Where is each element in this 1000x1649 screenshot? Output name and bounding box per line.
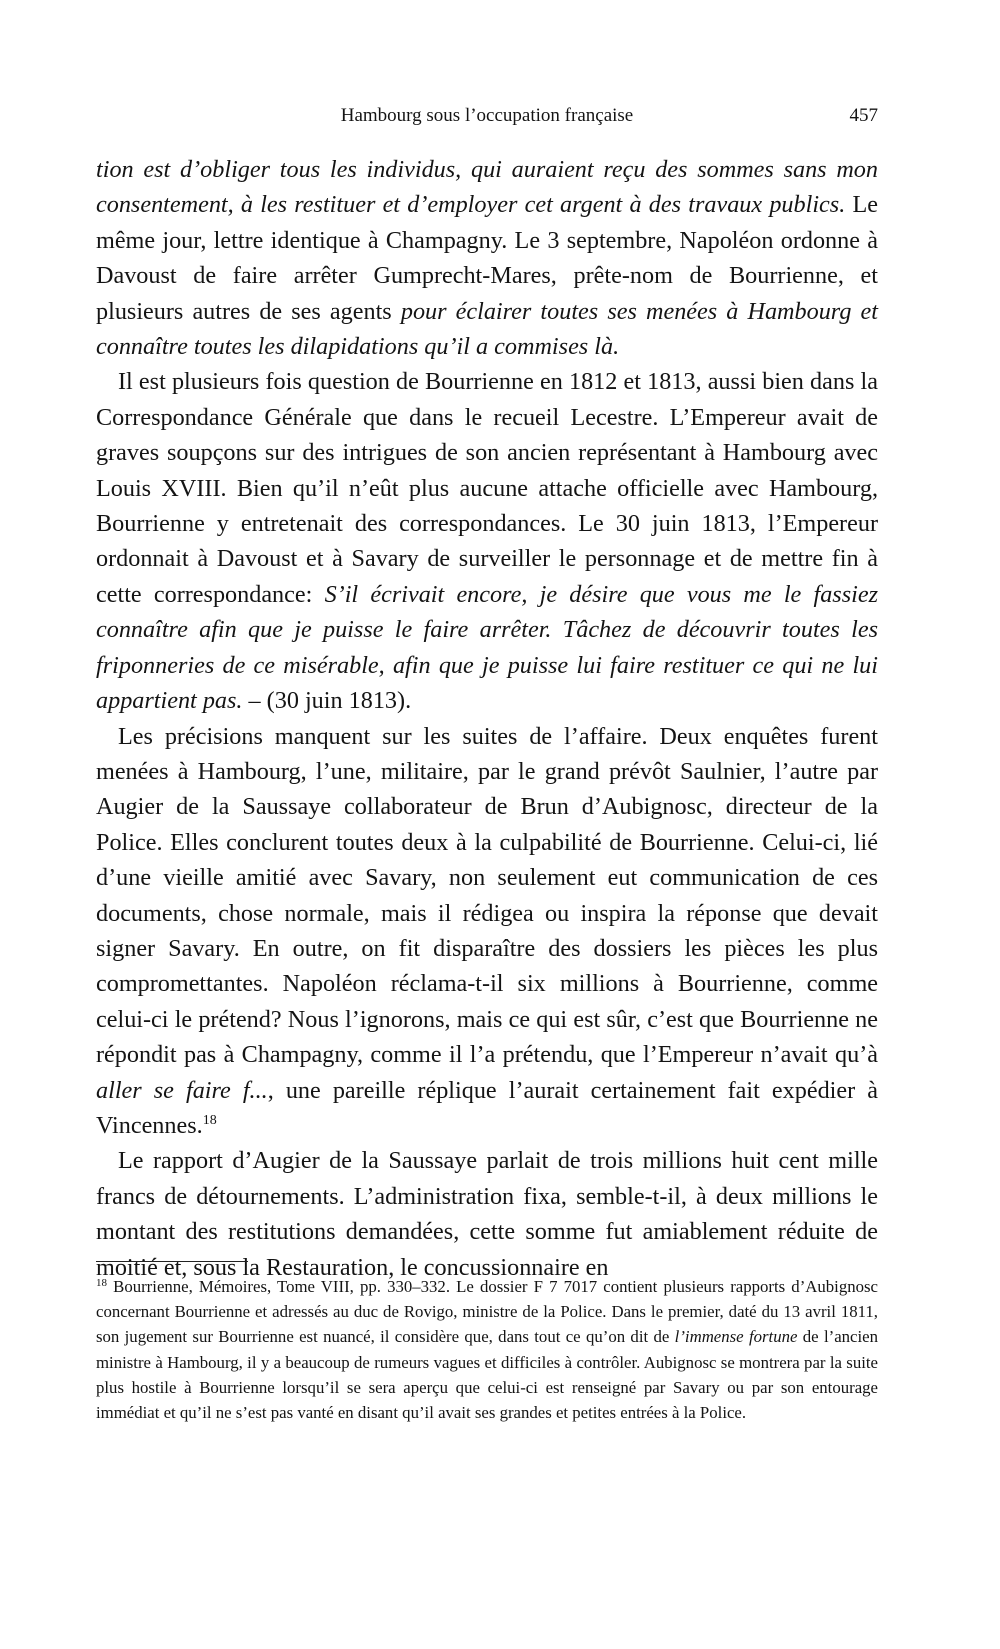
paragraph-4 (96, 1143, 878, 1285)
paragraph-1 (96, 152, 878, 364)
quote: aller se faire f... (96, 1076, 268, 1104)
quote: pour éclairer toutes ses menées à Hambourg et connaître toutes les dilapidations qu’il a commises là. (96, 297, 878, 361)
paragraph-3 (96, 719, 878, 1144)
text: Les précisions manquent sur les suites de l’affaire. Deux enquêtes furent menées à Hambourg, l’une, militaire, par le grand prévôt Saulnier, l’autre par Augier de la Saussaye collaborateur de Brun d’Aubignosc, directeur de la Police. Elles conclurent toutes deux à la culpabilité de Bourrienne. Celui-ci, lié d’une vieille amitié avec Savary, non seulement eut communication de ces documents, chose normale, mais il rédigea ou inspira la réponse que devait signer Savary. En outre, on fit disparaître des dossiers les pièces les plus compromettantes. Napoléon réclama-t-il six millions à Bourrienne, comme celui-ci le prétend? Nous l’ignorons, mais ce qui est sûr, c’est que Bourrienne ne répondit pas à Champagny, comme il l’a prétendu, que l’Empereur n’avait qu’à (96, 722, 878, 1069)
footnote-reference[interactable]: 18 (202, 1112, 217, 1128)
text: Le rapport d’Augier de la Saussaye parlait de trois millions huit cent mille francs de détournements. L’administration fixa, semble-t-il, à deux millions le montant des restitutions demandées, cette somme fut amiablement réduite de moitié et, sous la Restauration, le concussionnaire en (96, 1147, 878, 1281)
text: – (30 juin 1813). (242, 687, 412, 715)
paragraph-2 (96, 364, 878, 718)
text: , une pareille réplique l’aurait certainement fait expédier à Vincennes. (96, 1076, 878, 1139)
text: de l’ancien ministre à Hambourg, il y a beaucoup de rumeurs vagues et difficiles à contrôler. Aubignosc se montrera par la suite plus hostile à Bourrienne lorsqu’il se sera aperçu que celui-ci est renseigné par Savary ou par son entourage immédiat et qu’il ne s’est pas vanté en disant qu’il avait ses grandes et petites entrées à la Police. (96, 1327, 878, 1423)
running-title: Hambourg sous l’occupation française (340, 105, 634, 126)
quote: tion est d’obliger tous les individus, qui auraient reçu des sommes sans mon consentement, à les restituer et d’employer cet argent à des travaux publics. (96, 156, 878, 219)
footnote-18 (96, 1274, 878, 1425)
body-text (96, 152, 878, 1285)
footnote (96, 1274, 878, 1425)
running-head (96, 100, 878, 132)
text: Il est plusieurs fois question de Bourrienne en 1812 et 1813, aussi bien dans la Correspondance Générale que dans le recueil Lecestre. L’Empereur avait de graves soupçons sur des intrigues de son ancien représentant à Hambourg avec Louis XVIII. Bien qu’il n’eût plus aucune attache officielle avec Hambourg, Bourrienne y entretenait des correspondances. Le 30 juin 1813, l’Empereur ordonnait à Davoust et à Savary de surveiller le personnage et de mettre fin à cette correspondance: (96, 368, 878, 608)
quote: S’il écrivait encore, je désire que vous me le fassiez connaître afin que je puisse le faire arrêter. Tâchez de découvrir toutes les friponneries de ce misérable, afin que je puisse lui faire restituer ce qui ne lui appartient pas. (96, 580, 878, 715)
footnote-separator (96, 1261, 248, 1262)
text: Bourrienne, Mémoires, Tome VIII, pp. 330–332. Le dossier F 7 7017 contient plusieurs rapports d’Aubignosc concernant Bourrienne et adressés au duc de Rovigo, ministre de la Police. Dans le premier, daté du 13 avril 1811, son jugement sur Bourrienne est nuancé, il considère que, dans tout ce qu’on dit de (96, 1277, 878, 1347)
page-number: 457 (849, 105, 878, 126)
text: Le même jour, lettre identique à Champagny. Le 3 septembre, Napoléon ordonne à Davoust de faire arrêter Gumprecht-Mares, prête-nom de Bourrienne, et plusieurs autres de ses agents (96, 191, 878, 325)
quote: l’immense fortune (674, 1327, 798, 1347)
footnote-number: 18 (96, 1277, 107, 1289)
